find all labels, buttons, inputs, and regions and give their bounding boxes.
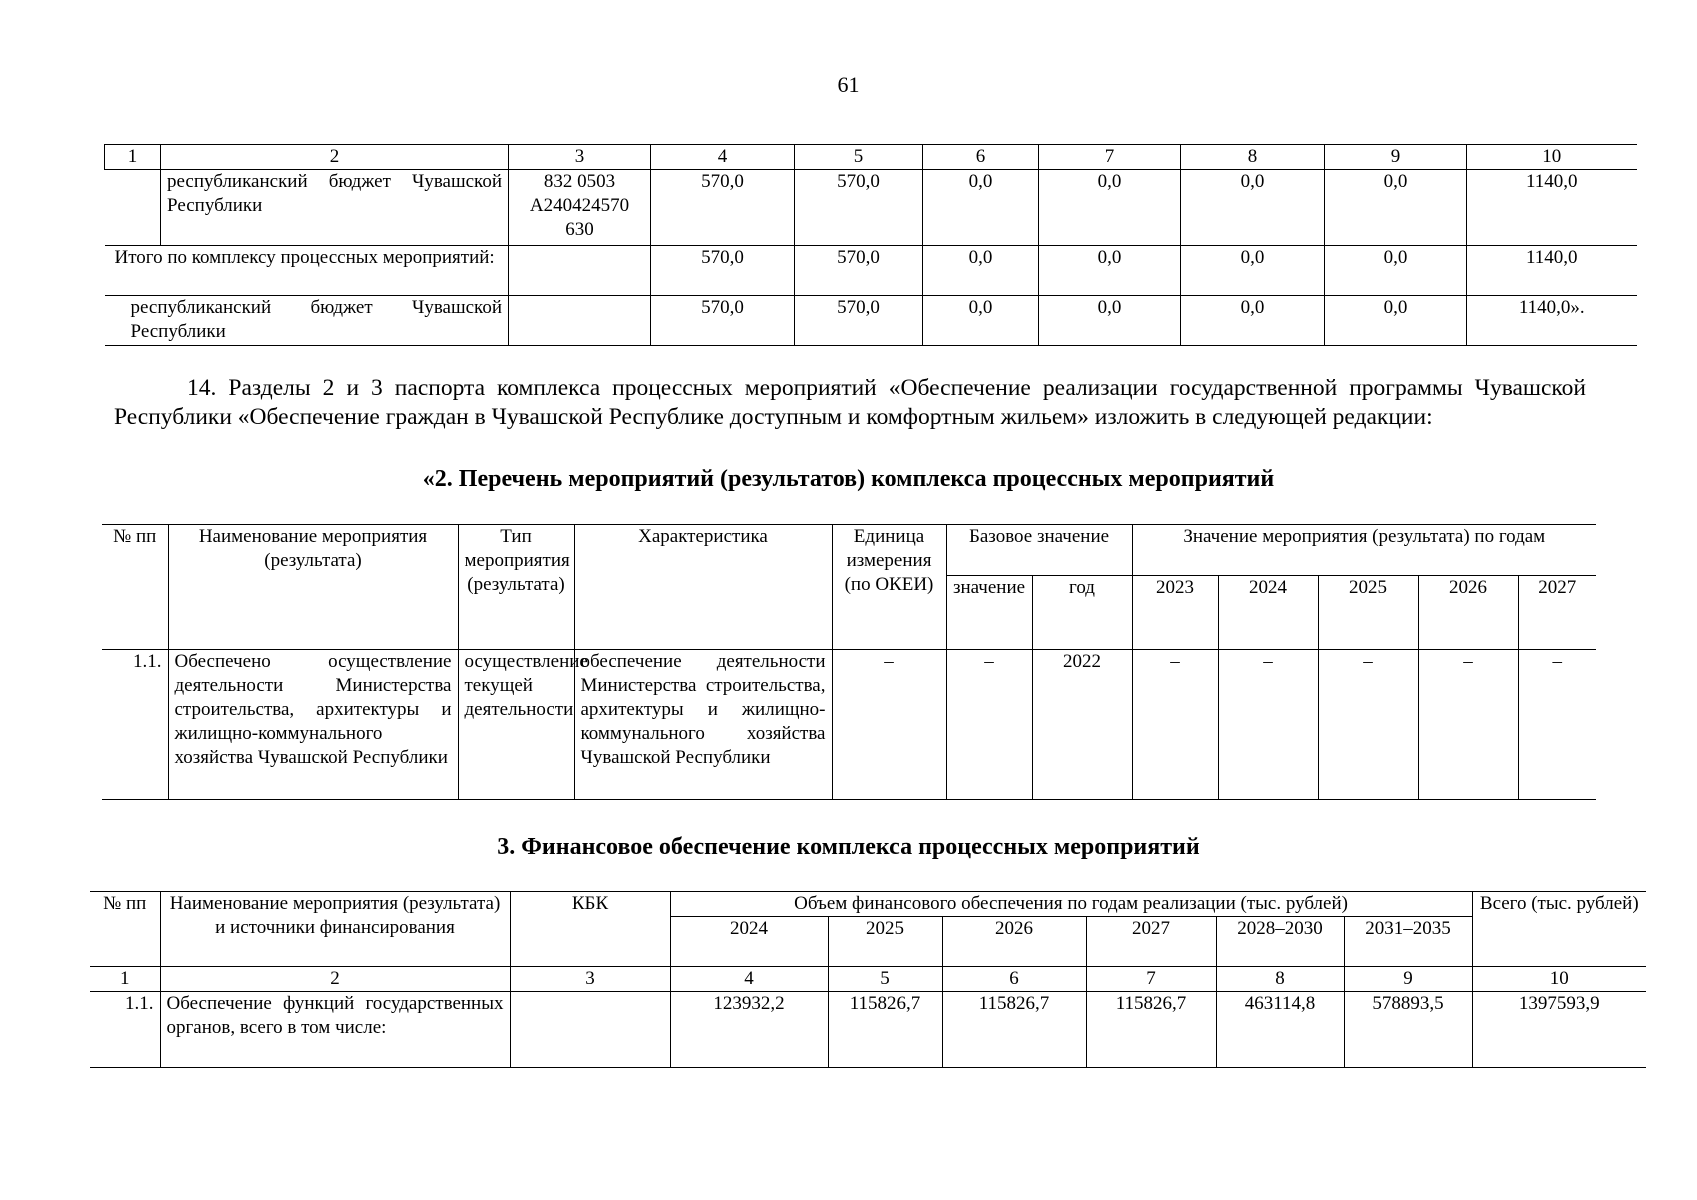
t3-h-total: Всего (тыс. рублей) xyxy=(1472,892,1646,967)
t1-h1: 1 xyxy=(105,145,161,170)
t1-r1-v5: 0,0 xyxy=(1181,170,1325,246)
t1-h5: 5 xyxy=(795,145,923,170)
table2-header-row xyxy=(102,525,1596,576)
t1-r2-v2: 570,0 xyxy=(795,246,923,296)
t3-n5: 5 xyxy=(828,967,942,992)
t3-n7: 7 xyxy=(1086,967,1216,992)
t1-r3-v3: 0,0 xyxy=(923,296,1039,346)
t1-r1-name: республиканский бюджет Чувашской Республики xyxy=(161,170,509,246)
t1-r2-name: Итого по комплексу процессных мероприятий: xyxy=(105,246,509,296)
t3-r-name: Обеспечение функций государственных органов, всего в том числе: xyxy=(160,992,510,1068)
t1-h10: 10 xyxy=(1467,145,1637,170)
t1-h9: 9 xyxy=(1325,145,1467,170)
t1-r1-kbk: 832 0503 А240424570 630 xyxy=(509,170,651,246)
t2-r-name: Обеспечено осуществление деятельности Министерства строительства, архитектуры и жилищно-коммунального хозяйства Чувашской Республики xyxy=(168,650,458,800)
t3-n3: 3 xyxy=(510,967,670,992)
amendment-paragraph: 14. Разделы 2 и 3 паспорта комплекса процессных мероприятий «Обеспечение реализации государственной программы Чувашской Республики «Обеспечение граждан в Чувашской Республике доступным и комфортным жильем» изложить в следующей редакции: xyxy=(114,375,1586,430)
section3-title: 3. Финансовое обеспечение комплекса процессных мероприятий xyxy=(497,834,1200,860)
t3-r-v2031-2035: 578893,5 xyxy=(1344,992,1472,1068)
t3-h-2027: 2027 xyxy=(1086,917,1216,967)
budget-continuation-table xyxy=(104,144,1637,346)
t1-h3: 3 xyxy=(509,145,651,170)
t3-n10: 10 xyxy=(1472,967,1646,992)
t2-h-type: Тип мероприятия (результата) xyxy=(458,525,574,650)
table2-row xyxy=(102,650,1596,800)
table1-header-row xyxy=(105,145,1637,170)
t3-h-kbk: КБК xyxy=(510,892,670,967)
t3-h-2028-2030: 2028–2030 xyxy=(1216,917,1344,967)
t2-r-v2025: – xyxy=(1318,650,1418,800)
t1-r1-total: 1140,0 xyxy=(1467,170,1637,246)
t1-r2-v4: 0,0 xyxy=(1039,246,1181,296)
t1-r2-v3: 0,0 xyxy=(923,246,1039,296)
t3-n1: 1 xyxy=(90,967,160,992)
table1-row xyxy=(105,296,1637,346)
t2-h-year-2024: 2024 xyxy=(1218,576,1318,650)
t3-n4: 4 xyxy=(670,967,828,992)
t2-r-v2026: – xyxy=(1418,650,1518,800)
t3-n6: 6 xyxy=(942,967,1086,992)
t3-r-kbk xyxy=(510,992,670,1068)
t1-r1-v4: 0,0 xyxy=(1039,170,1181,246)
t1-r3-v4: 0,0 xyxy=(1039,296,1181,346)
t3-n9: 9 xyxy=(1344,967,1472,992)
t3-n8: 8 xyxy=(1216,967,1344,992)
t1-r2-v6: 0,0 xyxy=(1325,246,1467,296)
t1-r3-v1: 570,0 xyxy=(651,296,795,346)
t1-r1-v3: 0,0 xyxy=(923,170,1039,246)
t3-r-v2027: 115826,7 xyxy=(1086,992,1216,1068)
t2-r-v2027: – xyxy=(1518,650,1596,800)
t2-h-years: Значение мероприятия (результата) по годам xyxy=(1132,525,1596,576)
t2-h-year-2027: 2027 xyxy=(1518,576,1596,650)
t1-r1-num xyxy=(105,170,161,246)
t1-r1-v1: 570,0 xyxy=(651,170,795,246)
t2-r-base-value: – xyxy=(946,650,1032,800)
t3-h-name: Наименование мероприятия (результата) и источники финансирования xyxy=(160,892,510,967)
financing-table xyxy=(90,891,1646,1068)
t2-r-base-year: 2022 xyxy=(1032,650,1132,800)
t1-r2-kbk xyxy=(509,246,651,296)
t2-h-unit: Единица измерения (по ОКЕИ) xyxy=(832,525,946,650)
t2-h-base-value: значение xyxy=(946,576,1032,650)
t3-r-v2024: 123932,2 xyxy=(670,992,828,1068)
t3-r-v2028-2030: 463114,8 xyxy=(1216,992,1344,1068)
t1-h2: 2 xyxy=(161,145,509,170)
t1-r3-v2: 570,0 xyxy=(795,296,923,346)
t3-h-2025: 2025 xyxy=(828,917,942,967)
t2-h-year-2023: 2023 xyxy=(1132,576,1218,650)
table1-row xyxy=(105,246,1637,296)
t3-r-v2026: 115826,7 xyxy=(942,992,1086,1068)
t3-h-2024: 2024 xyxy=(670,917,828,967)
t2-h-year-2026: 2026 xyxy=(1418,576,1518,650)
section2-title: «2. Перечень мероприятий (результатов) комплекса процессных мероприятий xyxy=(422,466,1275,492)
t2-h-base-year: год xyxy=(1032,576,1132,650)
t3-h-volume: Объем финансового обеспечения по годам реализации (тыс. рублей) xyxy=(670,892,1472,917)
t2-h-num: № пп xyxy=(102,525,168,650)
t3-r-num: 1.1. xyxy=(90,992,160,1068)
t2-h-char: Характеристика xyxy=(574,525,832,650)
t2-h-name: Наименование мероприятия (результата) xyxy=(168,525,458,650)
measures-list-table xyxy=(102,524,1596,800)
table3-row xyxy=(90,992,1646,1068)
t1-h4: 4 xyxy=(651,145,795,170)
t1-h6: 6 xyxy=(923,145,1039,170)
t1-h7: 7 xyxy=(1039,145,1181,170)
t3-h-2031-2035: 2031–2035 xyxy=(1344,917,1472,967)
t2-r-type: осуществление текущей деятельности xyxy=(458,650,574,800)
t2-r-char: обеспечение деятельности Министерства строительства, архитектуры и жилищно-коммунального хозяйства Чувашской Республики xyxy=(574,650,832,800)
t1-r3-name: республиканский бюджет Чувашской Республики xyxy=(105,296,509,346)
table3-numbering-row xyxy=(90,967,1646,992)
table1-row xyxy=(105,170,1637,246)
t2-r-unit: – xyxy=(832,650,946,800)
t3-h-num: № пп xyxy=(90,892,160,967)
t1-r3-total: 1140,0». xyxy=(1467,296,1637,346)
t2-h-year-2025: 2025 xyxy=(1318,576,1418,650)
t1-r3-v6: 0,0 xyxy=(1325,296,1467,346)
t1-r3-v5: 0,0 xyxy=(1181,296,1325,346)
t2-r-num: 1.1. xyxy=(102,650,168,800)
t1-r2-v5: 0,0 xyxy=(1181,246,1325,296)
t1-r1-v6: 0,0 xyxy=(1325,170,1467,246)
t3-n2: 2 xyxy=(160,967,510,992)
t3-h-2026: 2026 xyxy=(942,917,1086,967)
t2-h-base: Базовое значение xyxy=(946,525,1132,576)
t2-r-v2023: – xyxy=(1132,650,1218,800)
t1-h8: 8 xyxy=(1181,145,1325,170)
t1-r2-v1: 570,0 xyxy=(651,246,795,296)
page-number: 61 xyxy=(837,72,860,97)
t3-r-v2025: 115826,7 xyxy=(828,992,942,1068)
t2-r-v2024: – xyxy=(1218,650,1318,800)
t3-r-total: 1397593,9 xyxy=(1472,992,1646,1068)
t1-r3-kbk xyxy=(509,296,651,346)
t1-r2-total: 1140,0 xyxy=(1467,246,1637,296)
table3-header-row xyxy=(90,892,1646,917)
t1-r1-v2: 570,0 xyxy=(795,170,923,246)
